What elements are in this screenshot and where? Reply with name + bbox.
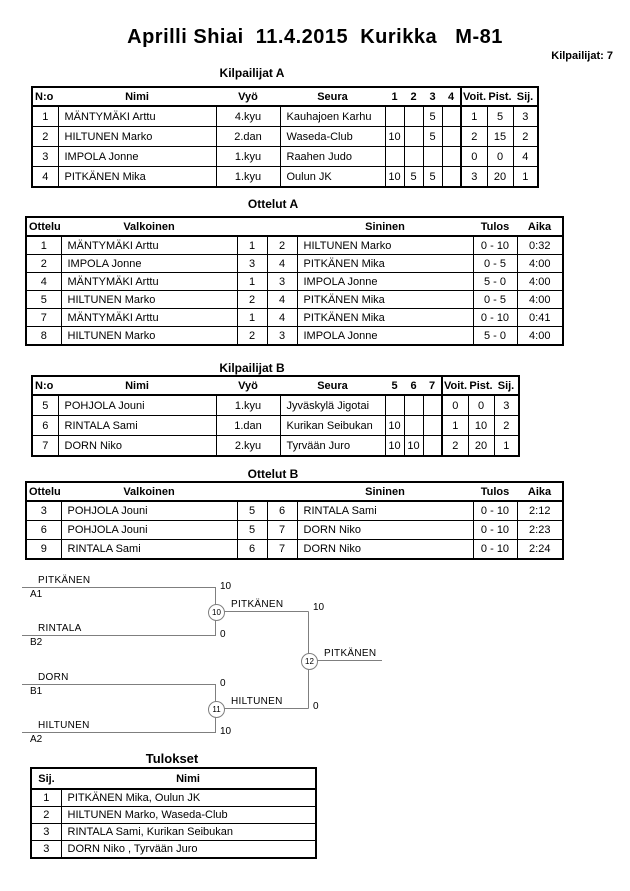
time-cell: 4:00 bbox=[517, 327, 563, 346]
bno-cell: 3 bbox=[267, 327, 297, 346]
white-cell: IMPOLA Jonne bbox=[61, 255, 237, 273]
page-title: Aprilli Shiai 11.4.2015 Kurikka M-81 bbox=[127, 26, 503, 48]
place-cell: 1 bbox=[31, 789, 61, 807]
header-row bbox=[32, 376, 519, 395]
score-cell bbox=[442, 167, 461, 188]
white-cell: HILTUNEN Marko bbox=[61, 327, 237, 346]
col-match: Ottelu bbox=[26, 482, 61, 501]
score-cell bbox=[385, 147, 404, 167]
white-cell: RINTALA Sami bbox=[61, 540, 237, 560]
place-cell: 2 bbox=[494, 416, 519, 436]
col-result: Tulos bbox=[473, 217, 517, 236]
blue-cell: DORN Niko bbox=[297, 521, 473, 540]
score-cell bbox=[404, 106, 423, 127]
time-cell: 0:32 bbox=[517, 236, 563, 255]
blue-cell: PITKÄNEN Mika bbox=[297, 291, 473, 309]
col-match: Ottelu bbox=[26, 217, 61, 236]
bracket-match-11-circle: 11 bbox=[208, 701, 225, 718]
col-bno bbox=[267, 482, 297, 501]
belt-cell: 1.dan bbox=[216, 416, 280, 436]
name-cell: PITKÄNEN Mika, Oulun JK bbox=[61, 789, 316, 807]
place-cell: 1 bbox=[513, 167, 538, 188]
score-cell: 10 bbox=[385, 127, 404, 147]
table-row bbox=[32, 127, 538, 147]
name-cell: RINTALA Sami, Kurikan Seibukan bbox=[61, 824, 316, 841]
table-row bbox=[31, 841, 316, 859]
time-cell: 4:00 bbox=[517, 273, 563, 291]
time-cell: 0:41 bbox=[517, 309, 563, 327]
score-cell: 5 bbox=[404, 167, 423, 188]
wins-cell: 0 bbox=[461, 147, 487, 167]
bracket-seed-a1: A1 bbox=[30, 589, 43, 600]
pool-a-table bbox=[31, 86, 539, 188]
col-place: Sij. bbox=[513, 87, 538, 106]
col-club: Seura bbox=[280, 87, 385, 106]
bracket-score-a1: 10 bbox=[220, 581, 232, 592]
col-white: Valkoinen bbox=[61, 482, 237, 501]
bracket-score-b2: 0 bbox=[220, 629, 226, 640]
time-cell: 4:00 bbox=[517, 255, 563, 273]
result-cell: 0 - 5 bbox=[473, 255, 517, 273]
blue-cell: PITKÄNEN Mika bbox=[297, 255, 473, 273]
table-row bbox=[26, 327, 563, 346]
table-row bbox=[26, 309, 563, 327]
col-blue: Sininen bbox=[297, 217, 473, 236]
wno-cell: 2 bbox=[237, 291, 267, 309]
wins-cell: 2 bbox=[442, 436, 468, 457]
place-cell: 1 bbox=[494, 436, 519, 457]
club-cell: Jyväskylä Jigotai bbox=[280, 395, 385, 416]
club-cell: Raahen Judo bbox=[280, 147, 385, 167]
score-cell: 10 bbox=[385, 416, 404, 436]
col-wno bbox=[237, 217, 267, 236]
match-no-cell: 4 bbox=[26, 273, 61, 291]
white-cell: POHJOLA Jouni bbox=[61, 501, 237, 521]
wins-cell: 3 bbox=[461, 167, 487, 188]
result-cell: 5 - 0 bbox=[473, 327, 517, 346]
matches-a-table bbox=[25, 216, 564, 346]
col-name: Nimi bbox=[61, 768, 316, 789]
col-r2: 2 bbox=[404, 87, 423, 106]
col-wno bbox=[237, 482, 267, 501]
place-cell: 3 bbox=[494, 395, 519, 416]
bno-cell: 7 bbox=[267, 521, 297, 540]
table-row bbox=[32, 436, 519, 457]
points-cell: 5 bbox=[487, 106, 513, 127]
bracket-name-b2: RINTALA bbox=[38, 623, 82, 634]
time-cell: 2:23 bbox=[517, 521, 563, 540]
bracket-name-a1: PITKÄNEN bbox=[38, 575, 91, 586]
wins-cell: 1 bbox=[442, 416, 468, 436]
wno-cell: 2 bbox=[237, 327, 267, 346]
blue-cell: PITKÄNEN Mika bbox=[297, 309, 473, 327]
score-cell: 10 bbox=[385, 167, 404, 188]
col-r5: 5 bbox=[385, 376, 404, 395]
club-cell: Kurikan Seibukan bbox=[280, 416, 385, 436]
pool-b-table bbox=[31, 375, 520, 457]
bracket-name-a2: HILTUNEN bbox=[38, 720, 90, 731]
result-cell: 0 - 10 bbox=[473, 309, 517, 327]
match-no-cell: 1 bbox=[26, 236, 61, 255]
header-row bbox=[26, 482, 563, 501]
col-white: Valkoinen bbox=[61, 217, 237, 236]
col-belt: Vyö bbox=[216, 376, 280, 395]
col-points: Pist. bbox=[468, 376, 494, 395]
name-cell: HILTUNEN Marko bbox=[58, 127, 216, 147]
match-no-cell: 9 bbox=[26, 540, 61, 560]
points-cell: 10 bbox=[468, 416, 494, 436]
bno-cell: 6 bbox=[267, 501, 297, 521]
bracket-match-12-circle: 12 bbox=[301, 653, 318, 670]
name-cell: IMPOLA Jonne bbox=[58, 147, 216, 167]
belt-cell: 4.kyu bbox=[216, 106, 280, 127]
score-cell bbox=[404, 395, 423, 416]
section-title-pool-a: Kilpailijat A bbox=[219, 66, 285, 80]
blue-cell: RINTALA Sami bbox=[297, 501, 473, 521]
bracket-score-b1: 0 bbox=[220, 678, 226, 689]
col-name: Nimi bbox=[58, 87, 216, 106]
table-row bbox=[32, 395, 519, 416]
no-cell: 2 bbox=[32, 127, 58, 147]
col-r1: 1 bbox=[385, 87, 404, 106]
no-cell: 7 bbox=[32, 436, 58, 457]
score-cell bbox=[385, 106, 404, 127]
header-row bbox=[26, 217, 563, 236]
score-cell: 5 bbox=[423, 127, 442, 147]
blue-cell: IMPOLA Jonne bbox=[297, 327, 473, 346]
wins-cell: 0 bbox=[442, 395, 468, 416]
score-cell bbox=[423, 436, 442, 457]
match-no-cell: 8 bbox=[26, 327, 61, 346]
section-title-pool-b: Kilpailijat B bbox=[219, 361, 285, 375]
col-place: Sij. bbox=[31, 768, 61, 789]
result-cell: 0 - 10 bbox=[473, 521, 517, 540]
white-cell: MÄNTYMÄKI Arttu bbox=[61, 236, 237, 255]
table-row bbox=[26, 291, 563, 309]
place-cell: 3 bbox=[31, 841, 61, 859]
place-cell: 2 bbox=[513, 127, 538, 147]
place-cell: 3 bbox=[513, 106, 538, 127]
score-cell bbox=[404, 147, 423, 167]
time-cell: 4:00 bbox=[517, 291, 563, 309]
bno-cell: 4 bbox=[267, 309, 297, 327]
wno-cell: 5 bbox=[237, 521, 267, 540]
bracket-seed-b2: B2 bbox=[30, 637, 43, 648]
blue-cell: HILTUNEN Marko bbox=[297, 236, 473, 255]
score-cell bbox=[423, 395, 442, 416]
bracket-final-winner: PITKÄNEN bbox=[324, 648, 377, 659]
col-wins: Voit. bbox=[461, 87, 487, 106]
bno-cell: 4 bbox=[267, 255, 297, 273]
belt-cell: 1.kyu bbox=[216, 147, 280, 167]
score-cell: 5 bbox=[423, 167, 442, 188]
table-row bbox=[26, 521, 563, 540]
match-no-cell: 3 bbox=[26, 501, 61, 521]
bracket-winner-1: PITKÄNEN bbox=[231, 599, 284, 610]
points-cell: 20 bbox=[468, 436, 494, 457]
table-row bbox=[26, 236, 563, 255]
table-row bbox=[32, 147, 538, 167]
bracket-winner-1-score: 10 bbox=[313, 602, 325, 613]
time-cell: 2:12 bbox=[517, 501, 563, 521]
name-cell: RINTALA Sami bbox=[58, 416, 216, 436]
match-no-cell: 2 bbox=[26, 255, 61, 273]
wno-cell: 1 bbox=[237, 309, 267, 327]
col-bno bbox=[267, 217, 297, 236]
score-cell bbox=[404, 416, 423, 436]
score-cell bbox=[423, 416, 442, 436]
bracket-match-10-circle: 10 bbox=[208, 604, 225, 621]
section-title-results: Tulokset bbox=[145, 751, 199, 766]
col-result: Tulos bbox=[473, 482, 517, 501]
points-cell: 15 bbox=[487, 127, 513, 147]
col-time: Aika bbox=[517, 217, 563, 236]
col-place: Sij. bbox=[494, 376, 519, 395]
col-blue: Sininen bbox=[297, 482, 473, 501]
bno-cell: 3 bbox=[267, 273, 297, 291]
blue-cell: DORN Niko bbox=[297, 540, 473, 560]
table-row bbox=[31, 789, 316, 807]
header-row bbox=[32, 87, 538, 106]
table-row bbox=[26, 501, 563, 521]
bno-cell: 7 bbox=[267, 540, 297, 560]
bno-cell: 2 bbox=[267, 236, 297, 255]
table-row bbox=[26, 273, 563, 291]
table-row bbox=[26, 540, 563, 560]
competitors-count: Kilpailijat: 7 bbox=[551, 50, 613, 62]
name-cell: PITKÄNEN Mika bbox=[58, 167, 216, 188]
blue-cell: IMPOLA Jonne bbox=[297, 273, 473, 291]
bracket-name-b1: DORN bbox=[38, 672, 69, 683]
result-cell: 0 - 10 bbox=[473, 236, 517, 255]
table-row bbox=[26, 255, 563, 273]
club-cell: Tyrvään Juro bbox=[280, 436, 385, 457]
name-cell: DORN Niko , Tyrvään Juro bbox=[61, 841, 316, 859]
col-r6: 6 bbox=[404, 376, 423, 395]
header-row bbox=[31, 768, 316, 789]
belt-cell: 2.kyu bbox=[216, 436, 280, 457]
col-points: Pist. bbox=[487, 87, 513, 106]
col-no: N:o bbox=[32, 376, 58, 395]
result-cell: 0 - 10 bbox=[473, 540, 517, 560]
belt-cell: 2.dan bbox=[216, 127, 280, 147]
score-cell bbox=[442, 127, 461, 147]
score-cell: 10 bbox=[385, 436, 404, 457]
table-row bbox=[32, 167, 538, 188]
matches-b-table bbox=[25, 481, 564, 560]
white-cell: MÄNTYMÄKI Arttu bbox=[61, 309, 237, 327]
name-cell: POHJOLA Jouni bbox=[58, 395, 216, 416]
belt-cell: 1.kyu bbox=[216, 167, 280, 188]
score-cell: 5 bbox=[423, 106, 442, 127]
table-row bbox=[32, 106, 538, 127]
table-row bbox=[31, 824, 316, 841]
wno-cell: 3 bbox=[237, 255, 267, 273]
no-cell: 5 bbox=[32, 395, 58, 416]
result-cell: 5 - 0 bbox=[473, 273, 517, 291]
club-cell: Oulun JK bbox=[280, 167, 385, 188]
bracket-score-a2: 10 bbox=[220, 726, 232, 737]
place-cell: 4 bbox=[513, 147, 538, 167]
name-cell: HILTUNEN Marko, Waseda-Club bbox=[61, 807, 316, 824]
wno-cell: 1 bbox=[237, 273, 267, 291]
club-cell: Kauhajoen Karhu bbox=[280, 106, 385, 127]
score-cell bbox=[385, 395, 404, 416]
score-cell: 10 bbox=[404, 436, 423, 457]
bracket-seed-b1: B1 bbox=[30, 686, 43, 697]
bno-cell: 4 bbox=[267, 291, 297, 309]
section-title-matches-b: Ottelut B bbox=[247, 467, 299, 481]
wins-cell: 1 bbox=[461, 106, 487, 127]
wins-cell: 2 bbox=[461, 127, 487, 147]
points-cell: 0 bbox=[468, 395, 494, 416]
place-cell: 2 bbox=[31, 807, 61, 824]
score-cell bbox=[423, 147, 442, 167]
col-r4: 4 bbox=[442, 87, 461, 106]
no-cell: 6 bbox=[32, 416, 58, 436]
table-row bbox=[31, 807, 316, 824]
result-cell: 0 - 10 bbox=[473, 501, 517, 521]
name-cell: MÄNTYMÄKI Arttu bbox=[58, 106, 216, 127]
no-cell: 1 bbox=[32, 106, 58, 127]
white-cell: HILTUNEN Marko bbox=[61, 291, 237, 309]
time-cell: 2:24 bbox=[517, 540, 563, 560]
place-cell: 3 bbox=[31, 824, 61, 841]
bracket-winner-2: HILTUNEN bbox=[231, 696, 283, 707]
belt-cell: 1.kyu bbox=[216, 395, 280, 416]
points-cell: 20 bbox=[487, 167, 513, 188]
match-no-cell: 7 bbox=[26, 309, 61, 327]
col-club: Seura bbox=[280, 376, 385, 395]
col-name: Nimi bbox=[58, 376, 216, 395]
score-cell bbox=[404, 127, 423, 147]
no-cell: 4 bbox=[32, 167, 58, 188]
white-cell: POHJOLA Jouni bbox=[61, 521, 237, 540]
col-time: Aika bbox=[517, 482, 563, 501]
match-no-cell: 5 bbox=[26, 291, 61, 309]
result-cell: 0 - 5 bbox=[473, 291, 517, 309]
col-no: N:o bbox=[32, 87, 58, 106]
bracket-seed-a2: A2 bbox=[30, 734, 43, 745]
col-r3: 3 bbox=[423, 87, 442, 106]
no-cell: 3 bbox=[32, 147, 58, 167]
col-belt: Vyö bbox=[216, 87, 280, 106]
wno-cell: 5 bbox=[237, 501, 267, 521]
wno-cell: 1 bbox=[237, 236, 267, 255]
white-cell: MÄNTYMÄKI Arttu bbox=[61, 273, 237, 291]
name-cell: DORN Niko bbox=[58, 436, 216, 457]
bracket-winner-2-score: 0 bbox=[313, 701, 319, 712]
results-table bbox=[30, 767, 317, 859]
match-no-cell: 6 bbox=[26, 521, 61, 540]
col-wins: Voit. bbox=[442, 376, 468, 395]
points-cell: 0 bbox=[487, 147, 513, 167]
club-cell: Waseda-Club bbox=[280, 127, 385, 147]
wno-cell: 6 bbox=[237, 540, 267, 560]
score-cell bbox=[442, 106, 461, 127]
table-row bbox=[32, 416, 519, 436]
section-title-matches-a: Ottelut A bbox=[247, 197, 299, 211]
col-r7: 7 bbox=[423, 376, 442, 395]
score-cell bbox=[442, 147, 461, 167]
